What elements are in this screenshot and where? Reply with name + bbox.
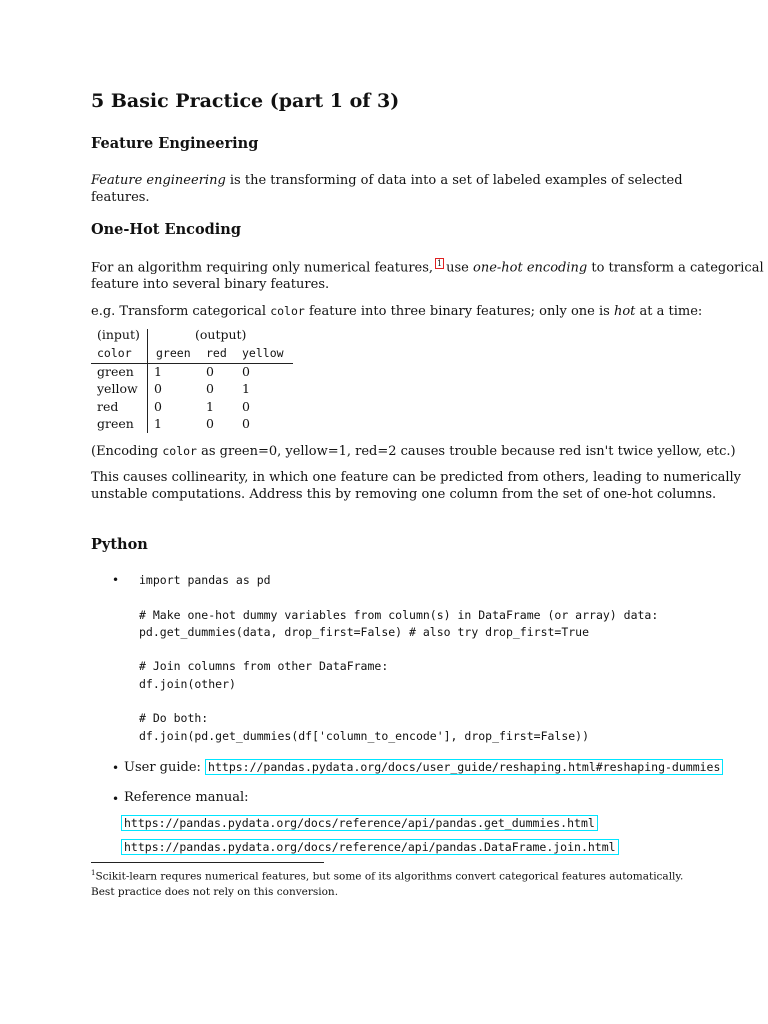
encoding-note-a: (Encoding <box>91 444 163 459</box>
footnote-rule <box>91 862 324 863</box>
table-cell: 1 <box>154 416 162 431</box>
reference-link-dataframe-join[interactable]: https://pandas.pydata.org/docs/reference/api/pandas.DataFrame.join.html <box>121 839 619 855</box>
table-cell: 0 <box>206 416 214 431</box>
feature-engineering-term: Feature engineering <box>91 173 226 188</box>
bullet-dot: • <box>112 573 120 587</box>
table-cell: 0 <box>154 381 162 396</box>
example-hot: hot <box>613 304 636 319</box>
table-cell: 1 <box>242 381 250 396</box>
table-input-label: (input) <box>97 327 140 342</box>
table-cell: 0 <box>154 399 162 414</box>
table-cell: green <box>97 416 134 431</box>
one-hot-table <box>91 327 301 435</box>
code-line: df.join(pd.get_dummies(df['column_to_encode'], drop_first=False)) <box>139 729 590 743</box>
table-cell: 0 <box>242 399 250 414</box>
encoding-note <box>91 443 736 460</box>
code-line: import pandas as pd <box>139 573 271 587</box>
collinearity-line-2: unstable computations. Address this by removing one column from the set of one-hot columns. <box>91 487 717 502</box>
table-cell: 0 <box>242 416 250 431</box>
section-title: 5 Basic Practice (part 1 of 3) <box>91 90 400 112</box>
para1-text-b: use <box>446 260 474 276</box>
code-line: # Join columns from other DataFrame: <box>139 659 389 673</box>
table-cell: 0 <box>242 364 250 379</box>
table-cell: 1 <box>154 364 162 379</box>
footnote-mark: 1 <box>91 869 96 877</box>
table-cell: 1 <box>206 399 214 414</box>
one-hot-heading: One-Hot Encoding <box>91 221 241 238</box>
code-line: df.join(other) <box>139 677 236 691</box>
table-cell: 0 <box>206 381 214 396</box>
bullet-dot: • <box>112 792 120 806</box>
table-header-red: red <box>206 346 227 360</box>
table-cell: red <box>97 399 119 414</box>
para1-text-a: For an algorithm requiring only numerical features, <box>91 260 434 276</box>
reference-label: Reference manual: <box>124 790 249 805</box>
user-guide-label: User guide: <box>124 760 206 775</box>
example-text-a: e.g. Transform categorical <box>91 304 271 319</box>
table-cell: 0 <box>206 364 214 379</box>
user-guide-link[interactable]: https://pandas.pydata.org/docs/user_guide/reshaping.html#reshaping-dummies <box>205 759 723 775</box>
one-hot-term: one-hot encoding <box>473 260 588 276</box>
footnote-ref-link[interactable]: 1 <box>437 259 443 268</box>
collinearity-line-1: This causes collinearity, in which one feature can be predicted from others, leading to numerically <box>91 470 742 485</box>
feature-engineering-text: is the transforming of data into a set of labeled examples of selected features. <box>91 173 683 205</box>
encoding-note-b: as green=0, yellow=1, red=2 causes trouble because red isn't twice yellow, etc.) <box>196 444 736 459</box>
one-hot-paragraph <box>91 258 764 293</box>
example-text-b: feature into three binary features; only one is <box>304 304 614 319</box>
feature-engineering-heading: Feature Engineering <box>91 135 259 152</box>
example-line <box>91 303 703 320</box>
table-output-label: (output) <box>195 327 247 342</box>
feature-engineering-paragraph <box>91 172 691 206</box>
bullet-dot: • <box>112 761 120 775</box>
reference-link-get-dummies[interactable]: https://pandas.pydata.org/docs/reference/api/pandas.get_dummies.html <box>121 815 598 831</box>
example-text-c: at a time: <box>635 304 703 319</box>
para1-text-c: to transform a categorical <box>587 260 764 276</box>
example-code: color <box>270 304 305 318</box>
table-header-green: green <box>156 346 191 360</box>
table-header-color: color <box>97 346 132 360</box>
table-vertical-rule <box>147 329 148 433</box>
user-guide-item <box>124 759 723 775</box>
code-line: pd.get_dummies(data, drop_first=False) # also try drop_first=True <box>139 625 590 639</box>
code-line: # Do both: <box>139 711 209 725</box>
collinearity-paragraph <box>91 469 742 503</box>
table-cell: green <box>97 364 134 379</box>
code-line: # Make one-hot dummy variables from column(s) in DataFrame (or array) data: <box>139 608 659 622</box>
footnote-line-1: Scikit-learn requres numerical features, but some of its algorithms convert categorical features automatically. <box>95 870 684 883</box>
encoding-note-code: color <box>162 444 197 458</box>
para1-line2: feature into several binary features. <box>91 277 330 293</box>
table-header-yellow: yellow <box>242 346 284 360</box>
footnote-line-2: Best practice does not rely on this conversion. <box>91 885 339 898</box>
footnote <box>91 866 691 900</box>
python-heading: Python <box>91 536 148 553</box>
table-cell: yellow <box>97 381 138 396</box>
